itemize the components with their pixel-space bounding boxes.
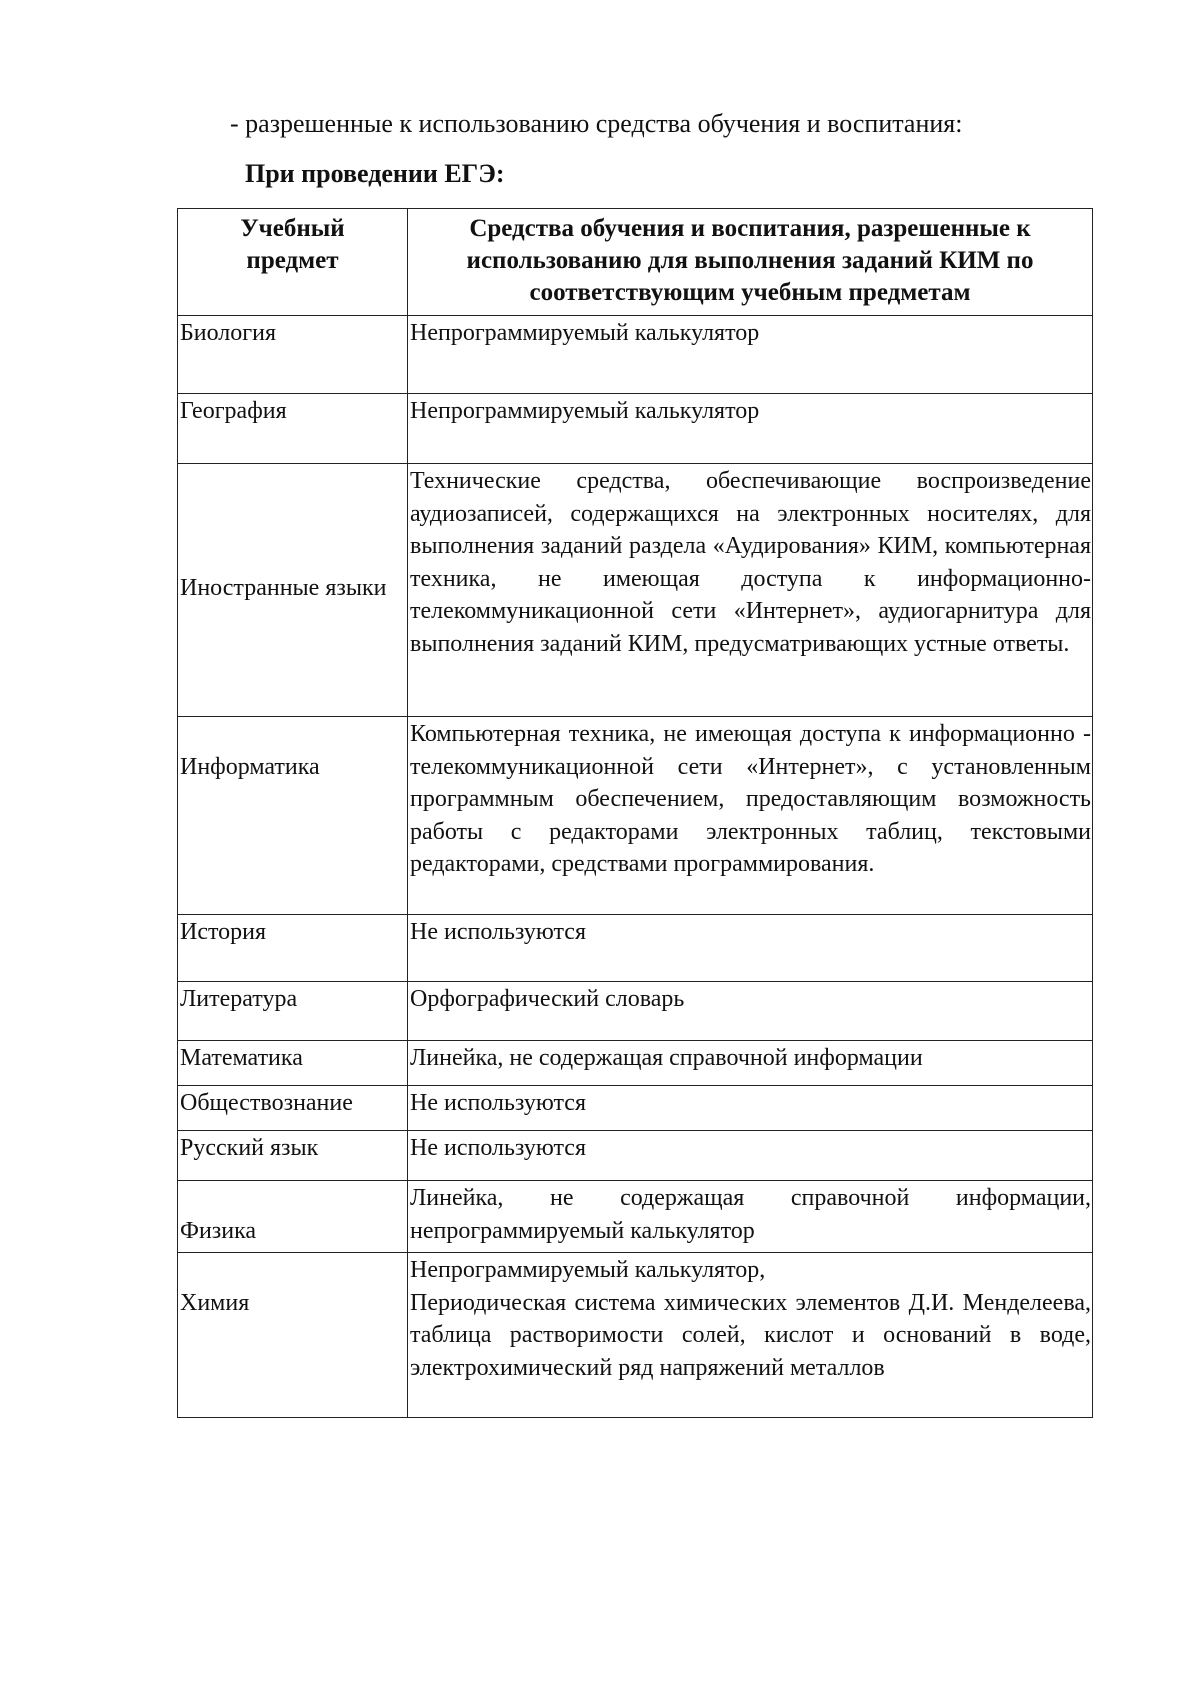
means-cell: Линейка, не содержащая справочной информации: [408, 1041, 1093, 1086]
section-heading: При проведении ЕГЭ:: [245, 159, 505, 188]
table-row: [178, 1041, 1093, 1086]
means-cell: Не используются: [408, 1131, 1093, 1181]
table-header-row: [178, 209, 1093, 316]
table-row: [178, 316, 1093, 394]
means-line: Непрограммируемый калькулятор,: [410, 1257, 766, 1283]
means-cell: Линейка, не содержащая справочной информации, непрограммируемый калькулятор: [408, 1181, 1093, 1253]
table-row: [178, 1181, 1093, 1253]
means-cell: Орфографический словарь: [408, 982, 1093, 1041]
subject-cell: Математика: [178, 1041, 408, 1086]
subject-column-header: [178, 209, 408, 316]
subject-header-line-1: Учебный: [240, 215, 345, 242]
subject-header-line-2: предмет: [246, 247, 339, 274]
table-row: [178, 1086, 1093, 1131]
subject-cell: География: [178, 394, 408, 464]
table-row: [178, 915, 1093, 982]
means-cell: Непрограммируемый калькулятор: [408, 394, 1093, 464]
means-cell: [408, 1253, 1093, 1418]
means-cell: Технические средства, обеспечивающие воспроизведение аудиозаписей, содержащихся на электронных носителях, для выполнения заданий раздела «Аудирования» КИМ, компьютерная техника, не имеющая доступа к информационно-телекоммуникационной сети «Интернет», аудиогарнитура для выполнения заданий КИМ, предусматривающих устные ответы.: [408, 464, 1093, 717]
table-row: [178, 394, 1093, 464]
subject-cell: Иностранные языки: [178, 464, 408, 717]
subject-cell: История: [178, 915, 408, 982]
subject-cell: Физика: [178, 1181, 408, 1253]
means-cell: Непрограммируемый калькулятор: [408, 316, 1093, 394]
means-cell: Компьютерная техника, не имеющая доступа к информационно - телекоммуникационной сети «Интернет», с установленным программным обеспечением, предоставляющим возможность работы с редакторами электронных таблиц, текстовыми редакторами, средствами программирования.: [408, 717, 1093, 915]
means-line: Периодическая система химических элементов Д.И. Менделеева, таблица растворимости солей, кислот и оснований в воде, электрохимический ряд напряжений металлов: [410, 1289, 1091, 1381]
table-row: [178, 717, 1093, 915]
subject-cell: Химия: [178, 1253, 408, 1418]
table-row: [178, 982, 1093, 1041]
subject-cell: Биология: [178, 316, 408, 394]
table-row: [178, 1131, 1093, 1181]
subject-cell: Информатика: [178, 717, 408, 915]
means-cell: Не используются: [408, 1086, 1093, 1131]
table-row: [178, 1253, 1093, 1418]
subject-cell: Литература: [178, 982, 408, 1041]
table-row: [178, 464, 1093, 717]
subject-cell: Русский язык: [178, 1131, 408, 1181]
means-cell: Не используются: [408, 915, 1093, 982]
subject-cell: Обществознание: [178, 1086, 408, 1131]
permitted-means-table: [177, 208, 1093, 1418]
intro-text: - разрешенные к использованию средства обучения и воспитания:: [230, 109, 963, 138]
means-column-header: Средства обучения и воспитания, разрешенные к использованию для выполнения заданий КИМ по соответствующим учебным предметам: [408, 209, 1093, 316]
